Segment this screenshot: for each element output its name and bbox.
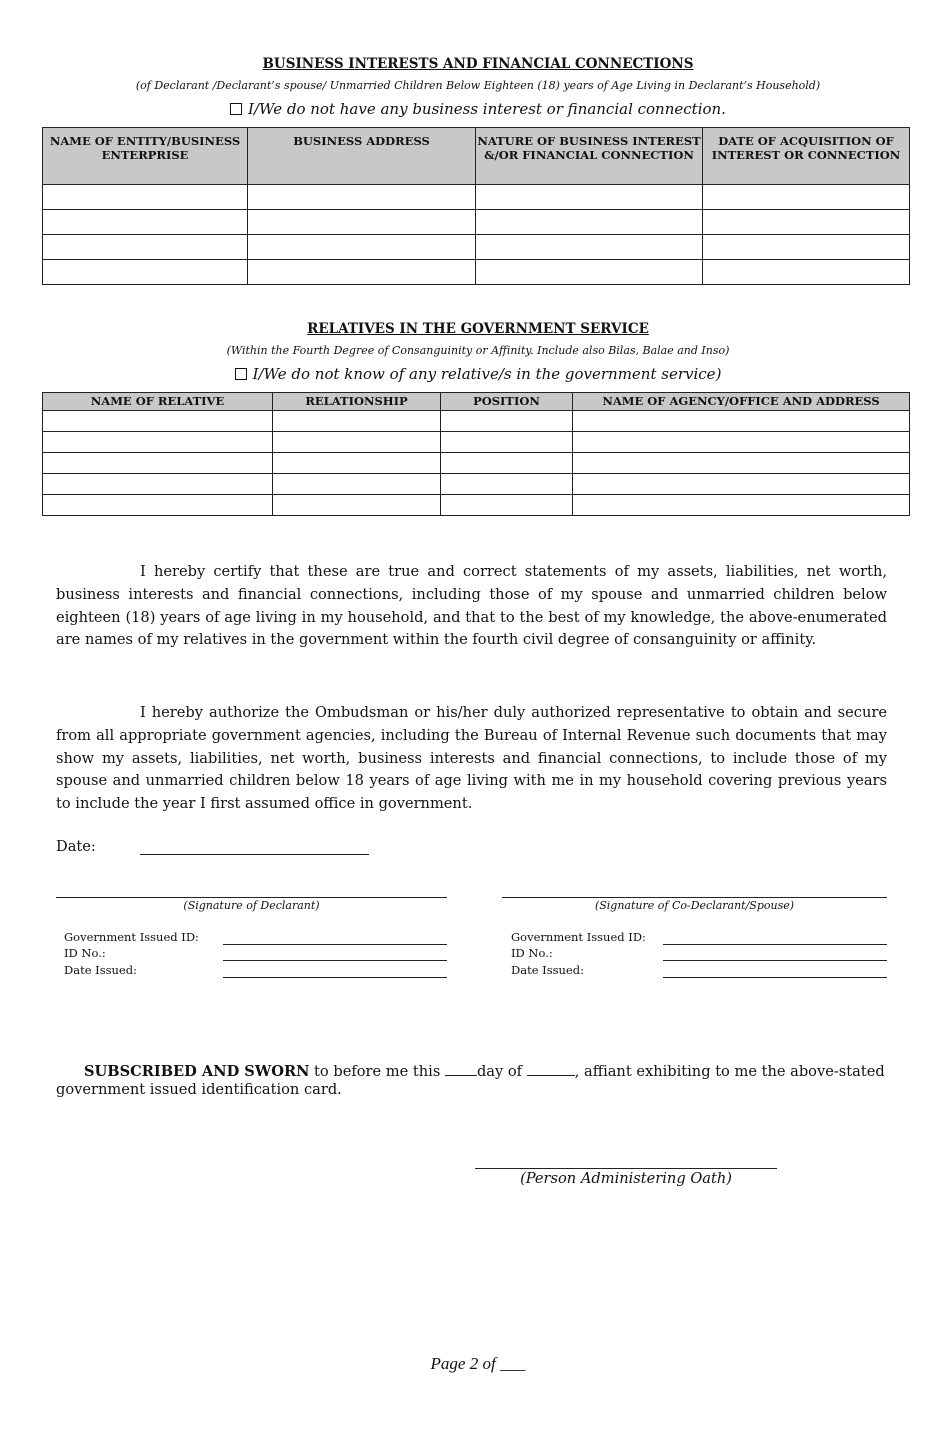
no-business-interest-checkbox[interactable] <box>230 103 242 115</box>
table-cell[interactable] <box>43 474 273 495</box>
declarant-signature-line[interactable] <box>56 897 447 898</box>
table-cell[interactable] <box>703 210 910 235</box>
authorization-text: I hereby authorize the Ombudsman or his/her duly authorized representative to obtain and secure from all appropriate government agencies, including the Bureau of Internal Revenue such documents that may show my assets, liabilities, net worth, business interests and financial connections, to include those of my spouse and unmarried children below 18 years of age living with me in my household covering previous years to include the year I first assumed office in government. <box>56 704 887 813</box>
table-cell[interactable] <box>703 185 910 210</box>
table-cell[interactable] <box>441 411 573 432</box>
oath-month-blank[interactable] <box>527 1063 575 1076</box>
table-row <box>43 453 910 474</box>
table-cell[interactable] <box>273 474 441 495</box>
declarant-gov-id-field[interactable] <box>223 944 447 945</box>
column-header: NAME OF AGENCY/OFFICE AND ADDRESS <box>573 393 910 411</box>
oath-text-c: , affiant exhibiting to me the above-stated <box>574 1063 885 1080</box>
certification-paragraph <box>56 561 887 652</box>
no-relatives-label: I/We do not know of any relative/s in the government service) <box>252 365 722 383</box>
oath-day-blank[interactable] <box>445 1063 477 1076</box>
table-cell[interactable] <box>703 235 910 260</box>
table-row <box>43 432 910 453</box>
column-header: DATE OF ACQUISITION OF INTEREST OR CONNECTION <box>703 128 910 185</box>
codeclarant-date-issued-field[interactable] <box>663 977 887 978</box>
codeclarant-gov-id-label: Government Issued ID: <box>511 930 646 944</box>
table-cell[interactable] <box>43 432 273 453</box>
table-row <box>43 185 910 210</box>
table-cell[interactable] <box>248 185 476 210</box>
table-cell[interactable] <box>273 495 441 516</box>
page-number <box>0 1354 950 1374</box>
oath-text-a: to before me this <box>309 1063 445 1080</box>
business-section-title: BUSINESS INTERESTS AND FINANCIAL CONNECTIONS <box>262 56 694 72</box>
codeclarant-gov-id-field[interactable] <box>663 944 887 945</box>
oath-administrator-signature-line[interactable] <box>475 1168 777 1169</box>
no-relatives-checkbox[interactable] <box>235 368 247 380</box>
table-cell[interactable] <box>273 411 441 432</box>
codeclarant-id-no-label: ID No.: <box>511 946 553 960</box>
business-interests-table <box>42 127 910 285</box>
table-row <box>43 474 910 495</box>
codeclarant-signature-label: (Signature of Co-Declarant/Spouse) <box>594 899 795 912</box>
relatives-section-title: RELATIVES IN THE GOVERNMENT SERVICE <box>307 321 649 337</box>
table-cell[interactable] <box>248 260 476 285</box>
table-row <box>43 495 910 516</box>
declarant-signature-label: (Signature of Declarant) <box>183 899 320 912</box>
relatives-section-subtitle: (Within the Fourth Degree of Consanguinity or Affinity. Include also Bilas, Balae and Inso) <box>226 344 730 357</box>
codeclarant-signature-line[interactable] <box>502 897 887 898</box>
table-row <box>43 260 910 285</box>
table-cell[interactable] <box>43 453 273 474</box>
table-cell[interactable] <box>573 453 910 474</box>
column-header: NAME OF ENTITY/BUSINESS ENTERPRISE <box>43 128 248 185</box>
table-cell[interactable] <box>248 235 476 260</box>
no-business-interest-option[interactable] <box>0 100 950 118</box>
date-field-line[interactable] <box>140 854 369 855</box>
table-cell[interactable] <box>476 260 703 285</box>
no-business-interest-label: I/We do not have any business interest or financial connection. <box>248 100 726 118</box>
oath-administrator-label: (Person Administering Oath) <box>520 1170 732 1187</box>
column-header: BUSINESS ADDRESS <box>248 128 476 185</box>
table-cell[interactable] <box>573 432 910 453</box>
table-cell[interactable] <box>573 474 910 495</box>
table-cell[interactable] <box>43 495 273 516</box>
page-total-blank: ___ <box>499 1354 526 1373</box>
codeclarant-date-issued-label: Date Issued: <box>511 963 584 977</box>
relatives-table <box>42 392 910 516</box>
table-cell[interactable] <box>248 210 476 235</box>
column-header: RELATIONSHIP <box>273 393 441 411</box>
table-row <box>43 411 910 432</box>
authorization-paragraph <box>56 702 887 816</box>
table-cell[interactable] <box>441 453 573 474</box>
table-cell[interactable] <box>703 260 910 285</box>
declarant-date-issued-field[interactable] <box>223 977 447 978</box>
page-number-label: Page 2 of <box>430 1354 500 1373</box>
declarant-gov-id-label: Government Issued ID: <box>64 930 199 944</box>
table-cell[interactable] <box>441 495 573 516</box>
table-cell[interactable] <box>476 235 703 260</box>
table-cell[interactable] <box>43 411 273 432</box>
table-cell[interactable] <box>573 411 910 432</box>
table-row <box>43 210 910 235</box>
table-cell[interactable] <box>573 495 910 516</box>
table-cell[interactable] <box>476 210 703 235</box>
column-header: NATURE OF BUSINESS INTEREST &/OR FINANCIAL CONNECTION <box>476 128 703 185</box>
table-row <box>43 235 910 260</box>
table-cell[interactable] <box>441 432 573 453</box>
oath-text-d: government issued identification card. <box>56 1081 342 1098</box>
date-label: Date: <box>56 838 96 855</box>
business-section-subtitle: (of Declarant /Declarant’s spouse/ Unmarried Children Below Eighteen (18) years of Age Living in Declarant’s Household) <box>135 79 821 92</box>
table-header-row <box>43 128 910 185</box>
column-header: POSITION <box>441 393 573 411</box>
declarant-date-issued-label: Date Issued: <box>64 963 137 977</box>
table-cell[interactable] <box>43 260 248 285</box>
certification-text: I hereby certify that these are true and correct statements of my assets, liabilities, net worth, business interests and financial connections, including those of my spouse and unmarried children below eighteen (18) years of age living in my household, and that to the best of my knowledge, the above-enumerated are names of my relatives in the government within the fourth civil degree of consanguinity or affinity. <box>56 563 887 649</box>
oath-paragraph <box>56 1063 906 1099</box>
oath-text-b: day of <box>476 1063 527 1080</box>
table-cell[interactable] <box>273 453 441 474</box>
no-relatives-option[interactable] <box>0 365 950 383</box>
table-cell[interactable] <box>476 185 703 210</box>
oath-bold-lead: SUBSCRIBED AND SWORN <box>84 1063 310 1080</box>
declarant-id-no-field[interactable] <box>223 960 447 961</box>
table-cell[interactable] <box>273 432 441 453</box>
table-cell[interactable] <box>43 210 248 235</box>
declarant-id-no-label: ID No.: <box>64 946 106 960</box>
table-cell[interactable] <box>43 185 248 210</box>
table-header-row <box>43 393 910 411</box>
table-cell[interactable] <box>441 474 573 495</box>
codeclarant-id-no-field[interactable] <box>663 960 887 961</box>
table-cell[interactable] <box>43 235 248 260</box>
column-header: NAME OF RELATIVE <box>43 393 273 411</box>
